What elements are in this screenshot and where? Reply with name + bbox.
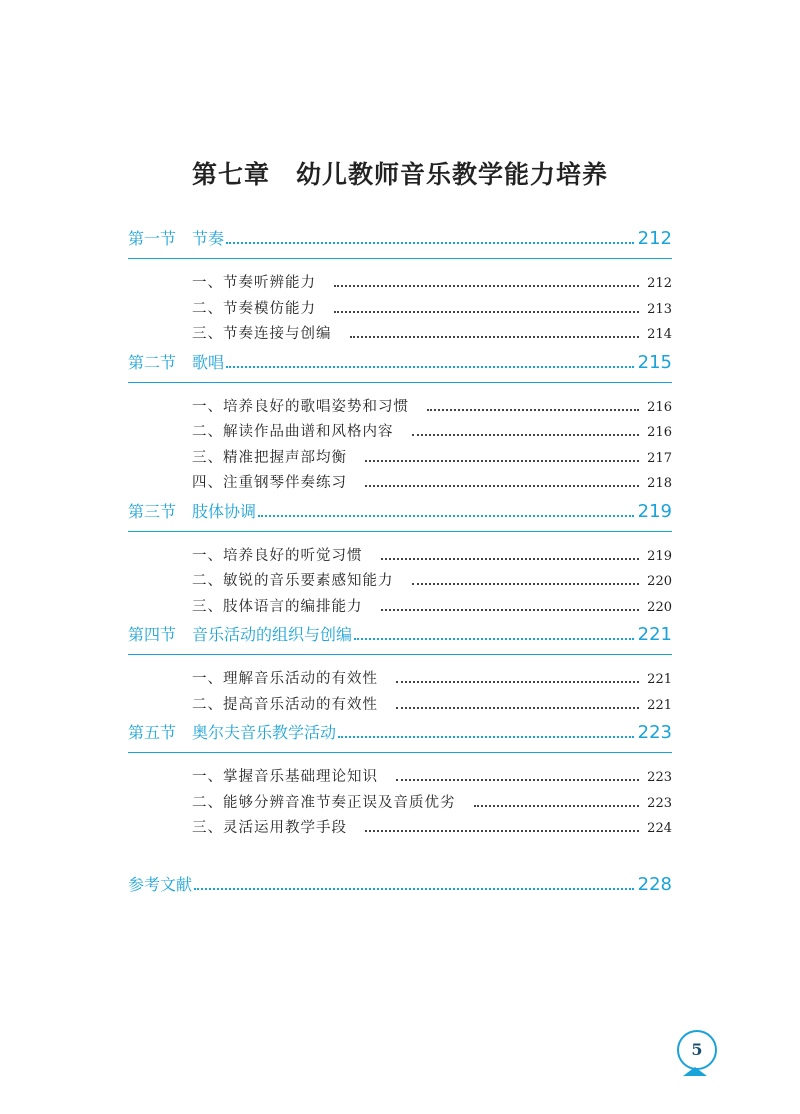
dot-leader — [354, 638, 634, 640]
toc-section-entry[interactable] — [128, 350, 672, 382]
section-number: 第一节 — [128, 229, 177, 248]
item-title: 四、注重钢琴伴奏练习 — [192, 475, 347, 491]
dot-leader — [334, 285, 639, 287]
toc-item-entry[interactable] — [128, 765, 672, 791]
item-title: 二、解读作品曲谱和风格内容 — [192, 424, 394, 440]
item-title: 三、肢体语言的编排能力 — [192, 598, 363, 615]
toc-item-entry[interactable] — [128, 693, 672, 719]
section-page-number: 223 — [637, 722, 672, 743]
toc-section-entry[interactable] — [128, 622, 672, 654]
item-title: 三、灵活运用教学手段 — [192, 820, 347, 836]
item-page-number: 221 — [647, 672, 672, 687]
item-title: 二、能够分辨音准节奏正误及音质优劣 — [192, 794, 456, 811]
section-number: 第二节 — [128, 352, 177, 372]
page-number-badge — [674, 1030, 720, 1078]
item-title: 一、培养良好的听觉习惯 — [192, 547, 363, 564]
toc-item-entry[interactable] — [128, 471, 672, 497]
item-title: 二、节奏模仿能力 — [192, 300, 316, 317]
section-title: 歌唱 — [192, 352, 225, 372]
item-page-number: 221 — [647, 697, 672, 713]
dot-leader — [412, 434, 640, 436]
toc-section-entry[interactable] — [128, 226, 672, 258]
section-title: 奥尔夫音乐教学活动 — [192, 723, 337, 742]
toc-item-entry[interactable] — [128, 667, 672, 693]
chapter-title: 第七章 幼儿教师音乐教学能力培养 — [191, 160, 608, 189]
toc-item-entry[interactable] — [128, 395, 672, 421]
dot-leader — [258, 515, 634, 517]
item-title: 二、敏锐的音乐要素感知能力 — [192, 573, 394, 589]
dot-leader — [350, 336, 640, 338]
section-title: 音乐活动的组织与创编 — [192, 625, 353, 644]
item-page-number: 216 — [647, 399, 672, 415]
item-page-number: 220 — [647, 599, 672, 615]
section-title: 肢体协调 — [192, 501, 257, 521]
section-page-number: 212 — [637, 228, 672, 249]
toc-item-entry[interactable] — [128, 297, 672, 323]
section-number: 第三节 — [128, 501, 177, 521]
item-page-number: 218 — [647, 476, 672, 491]
dot-leader — [381, 609, 640, 611]
section-page-number: 215 — [637, 351, 672, 373]
dot-leader — [365, 830, 639, 832]
toc-item-entry[interactable] — [128, 791, 672, 817]
item-title: 一、掌握音乐基础理论知识 — [192, 769, 378, 785]
page-number: 5 — [677, 1030, 717, 1070]
toc-item-entry[interactable] — [128, 569, 672, 595]
section-divider — [128, 654, 672, 655]
dot-leader — [226, 366, 634, 368]
dot-leader — [396, 779, 639, 781]
toc-item-entry[interactable] — [128, 595, 672, 621]
toc-item-entry[interactable] — [128, 322, 672, 348]
dot-leader — [194, 888, 634, 890]
references-page-number: 228 — [637, 873, 672, 895]
item-page-number: 223 — [647, 795, 672, 811]
item-page-number: 214 — [647, 327, 672, 342]
section-number: 第四节 — [128, 625, 177, 644]
dot-leader — [365, 460, 639, 462]
toc-section-entry[interactable] — [128, 499, 672, 531]
toc-section-entry[interactable] — [128, 720, 672, 752]
section-page-number: 219 — [637, 500, 672, 522]
item-title: 三、节奏连接与创编 — [192, 326, 332, 342]
dot-leader — [226, 242, 634, 244]
section-page-number: 221 — [637, 624, 672, 645]
dot-leader — [338, 736, 634, 738]
item-page-number: 219 — [647, 548, 672, 564]
section-title: 节奏 — [192, 229, 225, 248]
section-number: 第五节 — [128, 723, 177, 742]
table-of-contents — [128, 224, 672, 904]
toc-item-entry[interactable] — [128, 446, 672, 472]
toc-item-entry[interactable] — [128, 420, 672, 446]
item-title: 一、培养良好的歌唱姿势和习惯 — [192, 398, 409, 415]
dot-leader — [365, 485, 639, 487]
toc-references-entry[interactable] — [128, 872, 672, 904]
dot-leader — [412, 583, 640, 585]
section-divider — [128, 752, 672, 753]
item-title: 三、精准把握声部均衡 — [192, 449, 347, 466]
dot-leader — [381, 558, 640, 560]
section-divider — [128, 382, 672, 383]
references-title: 参考文献 — [128, 874, 193, 894]
up-arrow-icon — [683, 1067, 707, 1076]
item-title: 二、提高音乐活动的有效性 — [192, 696, 378, 713]
dot-leader — [427, 409, 639, 411]
item-page-number: 212 — [647, 276, 672, 291]
section-divider — [128, 258, 672, 259]
item-page-number: 220 — [647, 574, 672, 589]
item-title: 一、节奏听辨能力 — [192, 275, 316, 291]
item-page-number: 224 — [647, 821, 672, 836]
item-page-number: 223 — [647, 770, 672, 785]
dot-leader — [474, 805, 640, 807]
section-divider — [128, 531, 672, 532]
dot-leader — [396, 681, 639, 683]
toc-item-entry[interactable] — [128, 816, 672, 842]
dot-leader — [396, 707, 639, 709]
toc-item-entry[interactable] — [128, 271, 672, 297]
item-page-number: 217 — [647, 450, 672, 466]
item-page-number: 216 — [647, 425, 672, 440]
item-page-number: 213 — [647, 301, 672, 317]
toc-item-entry[interactable] — [128, 544, 672, 570]
item-title: 一、理解音乐活动的有效性 — [192, 671, 378, 687]
dot-leader — [334, 311, 639, 313]
